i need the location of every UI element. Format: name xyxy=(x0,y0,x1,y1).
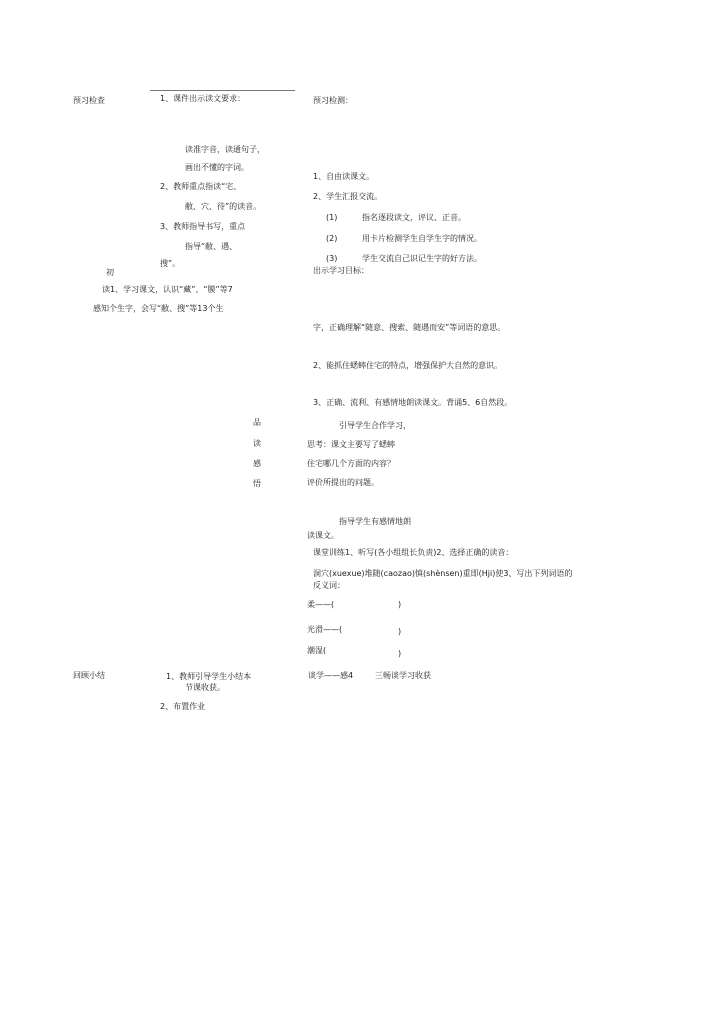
sub-item-text: 用卡片检测学生自学生字的情况。 xyxy=(362,234,482,243)
goal-title: 出示学习目标： xyxy=(313,266,369,275)
teacher-item: 敝、穴、待”的读音。 xyxy=(185,202,262,211)
read-text: 读课文。 xyxy=(307,531,339,540)
goal-item: 3、正确、流利、有感情地朗读课文。背诵5、6自然段。 xyxy=(313,398,513,407)
sub-item-num: (3) xyxy=(326,254,338,263)
teacher-summary: 2、布置作业 xyxy=(160,702,206,711)
label-perceive-line: 感知个生字，会写“敝、搜”等13个生 xyxy=(93,304,224,313)
teacher-item: 读准字音，读通句子， xyxy=(185,145,265,154)
middle-label: 感 xyxy=(253,459,261,468)
goal-item: 2、能抓住蟋蟀住宅的特点，增强保护大自然的意识。 xyxy=(313,361,503,370)
preview-title: 预习检测： xyxy=(313,96,353,105)
middle-label: 品 xyxy=(253,418,261,427)
student-item: 1、自由读课文。 xyxy=(313,172,375,181)
teacher-item: 2、教师重点指读“宅、 xyxy=(160,182,242,191)
teacher-item: 搜”。 xyxy=(160,259,181,268)
antonym-word: 潮湿( xyxy=(307,646,327,655)
label-review-summary: 回顾小结 xyxy=(73,671,105,680)
guide-read: 指导学生有感情地朗 xyxy=(339,517,411,526)
sub-item-text: 指名逐段读文，评议、正音。 xyxy=(362,213,466,222)
teacher-item: 3、教师指导书写，重点 xyxy=(160,222,246,231)
teacher-item: 画出不懂的字词。 xyxy=(185,163,249,172)
label-preview-check: 预习检查 xyxy=(73,96,105,105)
antonym-word: 光滑——( xyxy=(307,625,343,634)
summary-student: 谈学——感4 xyxy=(308,671,354,680)
sub-item-text: 学生交流自己识记生字的好方法。 xyxy=(362,254,482,263)
guide-coop: 引导学生合作学习， xyxy=(339,421,411,430)
teacher-summary: 节课收获。 xyxy=(185,683,225,692)
goal-item: 字，正确理解“随意、搜索、随遇而安”等词语的意思。 xyxy=(313,323,506,332)
teacher-summary: 1、教师引导学生小结本 xyxy=(166,672,252,681)
teacher-item: 指导“敝、遇、 xyxy=(185,242,238,251)
summary-student-b: 三畅谈学习收获 xyxy=(375,671,431,680)
practice-text: 课堂训练1、听写(各小组组长负责)2、选择正确的读音： xyxy=(313,548,514,557)
middle-label: 悟 xyxy=(253,479,261,488)
antonym-close: ) xyxy=(398,649,402,658)
antonym-close: ) xyxy=(398,627,402,636)
house-text: 住宅哪几个方面的内容？ xyxy=(307,459,395,468)
sub-item-num: (2) xyxy=(326,234,338,243)
teacher-item: 1、课件出示读文要求： xyxy=(160,94,246,103)
label-read-line: 读1、学习课文，认识“藏”、“膜”等7 xyxy=(102,285,233,294)
table-rule xyxy=(150,90,295,91)
think-text: 思考：课文主要写了蟋蟀 xyxy=(307,440,395,449)
antonym-word: 柔——( xyxy=(307,600,335,609)
evaluate-text: 评价所提出的问题。 xyxy=(307,478,379,487)
student-item: 2、学生汇报交流。 xyxy=(313,192,383,201)
sub-item-num: (1) xyxy=(326,213,338,222)
label-chu: 初 xyxy=(106,268,114,277)
antonym-close: ) xyxy=(398,600,402,609)
pinyin-line: 洞穴(xuexue)堆随(caozao)慎(shènsen)重即(Hji)使3、写出下列词语的 xyxy=(313,569,573,578)
antonym-title: 反义词： xyxy=(313,581,345,590)
middle-label: 读 xyxy=(253,439,261,448)
